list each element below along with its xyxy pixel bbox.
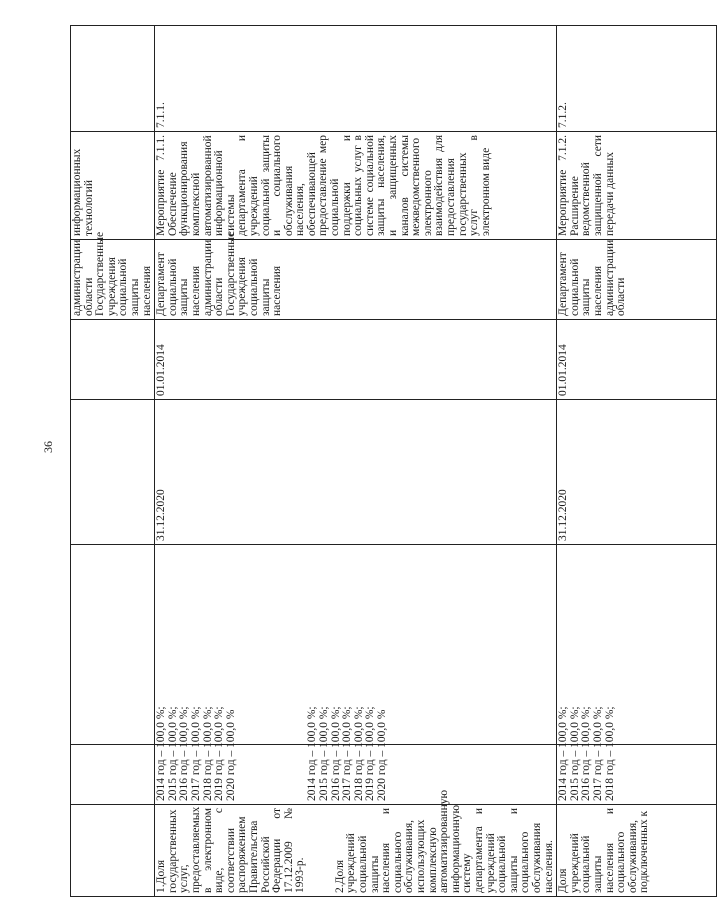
cell-start-date [71,320,155,400]
table-row [71,26,155,897]
cell-activity: информационных технологий [71,132,155,240]
result-line: 2015 год – 100,0 %; [166,706,179,801]
result-line: 2018 год – 100,0 %; [603,706,616,801]
cell-results [155,706,557,805]
result-line: 2017 год – 100,0 %; [341,706,354,801]
cell-executor: Департамент социальной защиты населения администрации области Государственные учреждения социальной защиты населения [155,240,557,320]
cell-end-date: 31.12.2020 [557,400,717,545]
rotated-table-container [70,26,651,897]
page-number: 36 [41,441,55,453]
result-line: 2014 год – 100,0 %; [155,706,168,801]
result-line: 2020 год – 100,0 % [224,709,237,801]
cell-indicator: Доля учреждений социальной защиты населения и социального обслуживания, подключенных к [557,805,717,897]
result-line: 2016 год – 100,0 %; [329,706,342,801]
result-line: 2017 год – 100,0 %; [591,706,604,801]
cell-indicator [155,789,557,897]
indicator-text: 1.Доля государственных услуг, предоставляемых в электронном виде, с соответствии распоряжением Правительства Российской Федерации от 17.12.2009 № 1993-р. [155,806,307,893]
cell-number [71,26,155,132]
cell-end-date [71,400,155,545]
result-line: 2020 год – 100,0 % [375,709,388,801]
result-line: 2014 год – 100,0 %; [306,706,319,801]
cell-start-date: 01.01.2014 [557,320,717,400]
cell-start-date: 01.01.2014 [155,320,557,400]
program-activities-table [70,25,717,897]
cell-indicator [71,805,155,897]
cell-end-date: 31.12.2020 [155,400,557,545]
result-line: 2016 год – 100,0 %; [178,706,191,801]
table-row [155,26,557,897]
cell-expenses [71,545,155,745]
indicator-text: 2.Доля учреждений социальной защиты населения и социального обслуживания, использующих комплексную автоматизированную информационную систему департамента и учреждений социальной защиты и социального обслуживания населения. [333,789,555,893]
result-line: 2018 год – 100,0 %; [201,706,214,801]
cell-executor: администрации области Государственные учреждения социальной защиты населения [71,240,155,320]
cell-results [557,706,717,805]
result-line: 2017 год – 100,0 %; [189,706,202,801]
result-line: 2014 год – 100,0 %; [557,706,570,801]
result-line: 2019 год – 100,0 %; [213,706,226,801]
result-line: 2019 год – 100,0 %; [364,706,377,801]
table-row [557,26,717,897]
cell-number: 7.1.1. [155,26,557,132]
cell-results [71,745,155,805]
cell-executor: Департамент социальной защиты населения администрации области [557,240,717,320]
result-line: 2015 год – 100,0 %; [568,706,581,801]
result-line: 2018 год – 100,0 %; [352,706,365,801]
cell-number: 7.1.2. [557,26,717,132]
cell-activity: Мероприятие 7.1.1. Обеспечение функционирования комплексной автоматизированной информационной системы департамента и учреждений социальной защиты и социального обслуживания населения, обеспечивающей предоставление мер социальной поддержки и социальных услуг в системе социальной защиты населения, и защищенных каналов системы межведомственного электронного взаимодействия для предоставления государственных услуг в электронном виде [155,132,557,240]
result-line: 2015 год – 100,0 %; [317,706,330,801]
result-line: 2016 год – 100,0 %; [580,706,593,801]
cell-activity: Мероприятие 7.1.2. Расширение ведомственной защищенной сети передачи данных [557,132,717,240]
